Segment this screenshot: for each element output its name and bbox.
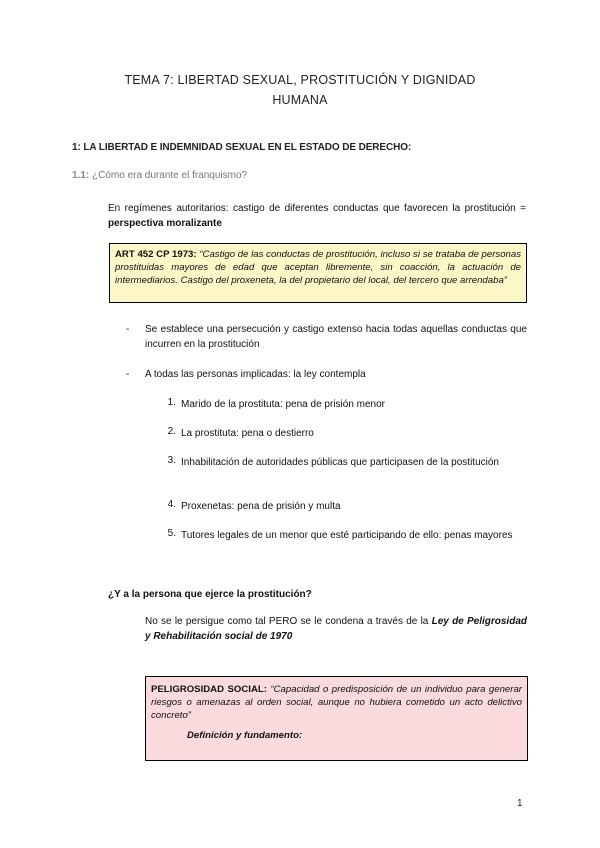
intro-paragraph	[108, 201, 526, 231]
title-line-1: TEMA 7: LIBERTAD SEXUAL, PROSTITUCIÓN Y DIGNIDAD	[124, 73, 476, 87]
bullet-marker: -	[126, 369, 130, 380]
intro-bold: perspectiva moralizante	[108, 218, 222, 229]
art-452-box	[109, 243, 527, 303]
list-number: 4.	[167, 499, 176, 510]
subsection-number: 1.1:	[72, 170, 90, 181]
peligrosidad-subheading: Definición y fundamento:	[187, 730, 303, 741]
art-quote: “Castigo de las conductas de prostitución, incluso si se trataba de personas prostituidas mayores de edad que aceptan libremente, sin coacción, la actuación de intermediarios. Castigo del proxeneta, la del propietario del local, del tercero que arrendaba”	[115, 249, 521, 286]
answer-paragraph	[145, 614, 527, 644]
list-item: Inhabilitación de autoridades públicas que participasen de la postitución	[181, 457, 499, 468]
list-item: Tutores legales de un menor que esté participando de ello: penas mayores	[181, 530, 513, 541]
list-number: 5.	[167, 528, 176, 539]
peligrosidad-label: PELIGROSIDAD SOCIAL:	[151, 684, 267, 695]
peligrosidad-quote: “Capacidad o predisposición de un individuo para generar riesgos o amenazas al orden social, aunque no hubiera cometido un acto delictivo concreto”	[151, 684, 522, 721]
list-item: La prostituta: pena o destierro	[181, 428, 314, 439]
page-number: 1	[517, 798, 523, 809]
list-item: Marido de la prostituta: pena de prisión menor	[181, 399, 386, 410]
page-title	[60, 70, 540, 110]
list-number: 1.	[167, 397, 176, 408]
bullet-text: Se establece una persecución y castigo extenso hacia todas aquellas conductas que incurren en la prostitución	[145, 324, 527, 350]
law-name: Ley de Peligrosidad y Rehabilitación social de 1970	[145, 616, 527, 642]
art-label: ART 452 CP 1973:	[115, 249, 197, 260]
intro-text: En regímenes autoritarios: castigo de diferentes conductas que favorecen la prostitución =	[108, 203, 526, 214]
list-number: 3.	[167, 455, 176, 466]
list-item: Proxenetas: pena de prisión y multa	[181, 501, 341, 512]
answer-text: No se le persigue como tal PERO se le condena a través de la	[145, 616, 432, 627]
peligrosidad-box	[145, 676, 528, 761]
bullet-text: A todas las personas implicadas: la ley contempla	[145, 369, 366, 380]
subsection-heading	[72, 170, 247, 181]
section-heading: 1: LA LIBERTAD E INDEMNIDAD SEXUAL EN EL ESTADO DE DERECHO:	[72, 142, 412, 153]
list-number: 2.	[167, 426, 176, 437]
title-line-2: HUMANA	[272, 93, 328, 107]
subsection-title: ¿Cómo era durante el franquismo?	[92, 170, 248, 181]
question-heading: ¿Y a la persona que ejerce la prostitución?	[108, 589, 312, 600]
bullet-marker: -	[126, 324, 130, 335]
